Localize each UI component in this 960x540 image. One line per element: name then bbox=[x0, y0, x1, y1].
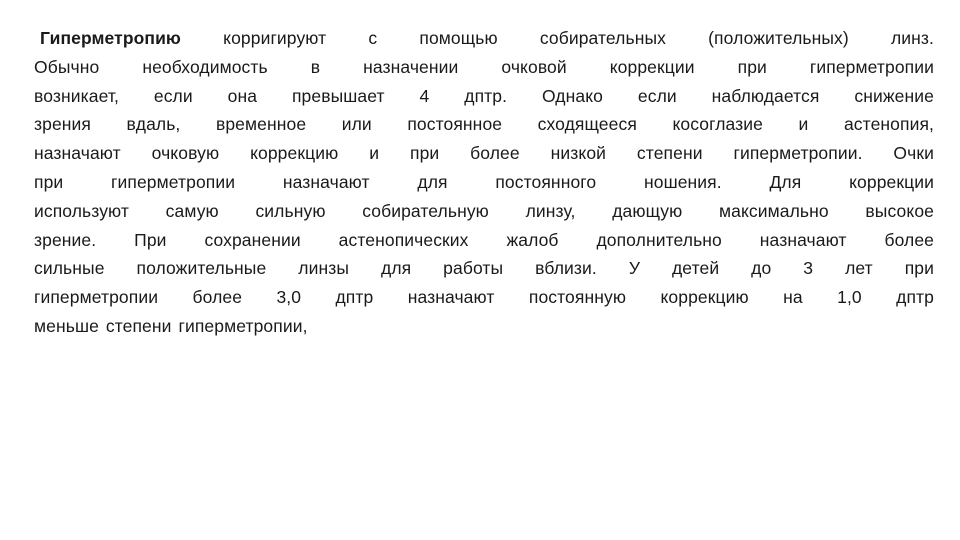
paragraph-line-1 bbox=[34, 24, 934, 53]
paragraph-line-3: возникает, если она превышает 4 дптр. Однако если наблюдается снижение bbox=[34, 85, 934, 106]
body-paragraph bbox=[34, 24, 934, 341]
paragraph-line-2: Обычно необходимость в назначении очковой коррекции при гиперметропии bbox=[34, 56, 934, 77]
paragraph-line-10: гиперметропии более 3,0 дптр назначают постоянную коррекцию на 1,0 дптр bbox=[34, 287, 934, 308]
paragraph-line-7: используют самую сильную собирательную линзу, дающую максимально высокое bbox=[34, 200, 934, 221]
paragraph-line-5: назначают очковую коррекцию и при более низкой степени гиперметропии. Очки bbox=[34, 143, 934, 164]
paragraph-line-9: сильные положительные линзы для работы вблизи. У детей до 3 лет при bbox=[34, 258, 934, 279]
paragraph-line-4: зрения вдаль, временное или постоянное сходящееся косоглазие и астенопия, bbox=[34, 114, 934, 135]
line-1-text: корригируют с помощью собирательных (положительных) линз. bbox=[180, 28, 934, 48]
paragraph-line-11: меньше степени гиперметропии, bbox=[34, 315, 308, 336]
paragraph-line-6: при гиперметропии назначают для постоянного ношения. Для коррекции bbox=[34, 171, 934, 192]
paragraph-line-8: зрение. При сохранении астенопических жалоб дополнительно назначают более bbox=[34, 229, 934, 250]
key-term: Гиперметропию bbox=[40, 28, 181, 48]
